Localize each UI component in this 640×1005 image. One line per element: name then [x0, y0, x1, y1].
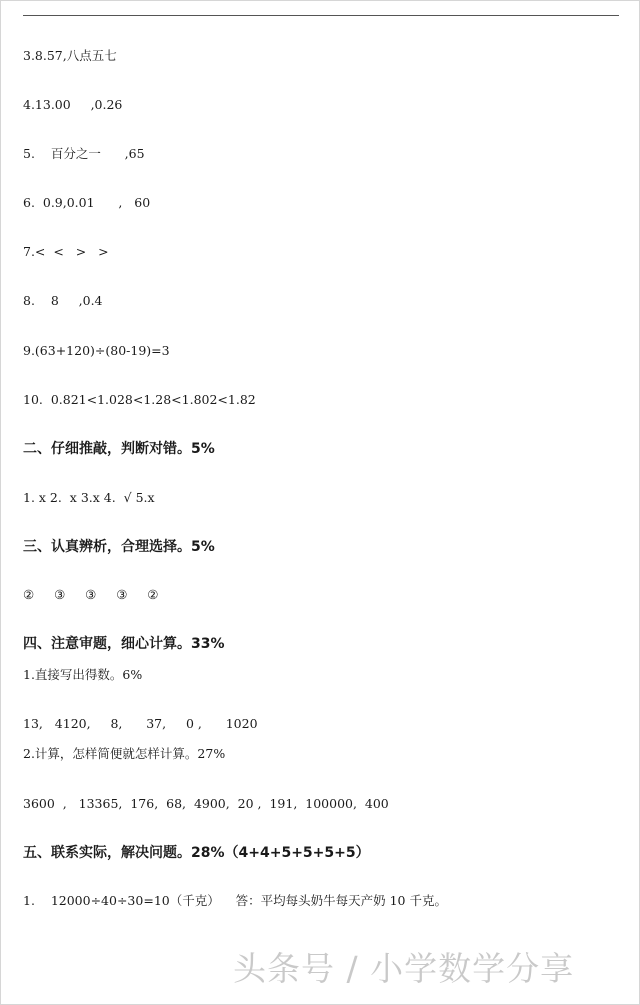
- section-4-heading: 四、注意审题，细心计算。33%: [23, 636, 225, 652]
- answer-line-4: 4.13.00 ,0.26: [23, 97, 123, 112]
- answer-line-8: 8. 8 ,0.4: [23, 293, 103, 308]
- answer-line-6: 6. 0.9,0.01 , 60: [23, 195, 151, 210]
- section-5-answer-1: 1. 12000÷40÷30=10（千克） 答：平均每头奶牛每天产奶 10 千克。: [23, 893, 447, 908]
- section-2-heading: 二、仔细推敲，判断对错。5%: [23, 441, 215, 457]
- answer-line-10: 10. 0.821<1.028<1.28<1.802<1.82: [23, 392, 256, 407]
- answer-line-9: 9.(63+120)÷(80-19)=3: [23, 343, 170, 358]
- section-3-heading: 三、认真辨析，合理选择。5%: [23, 539, 215, 555]
- section-4-sub1-title: 1.直接写出得数。6%: [23, 667, 143, 682]
- answer-line-7: 7.< < > >: [23, 244, 109, 259]
- watermark: 头条号 / 小学数学分享: [233, 949, 575, 988]
- section-4-sub1-answers: 13, 4120, 8, 37, 0 , 1020: [23, 716, 258, 731]
- answer-line-5: 5. 百分之一 ,65: [23, 146, 145, 161]
- answer-line-3: 3.8.57,八点五七: [23, 48, 117, 63]
- top-rule: [23, 15, 619, 16]
- section-4-sub2-answers: 3600 , 13365, 176, 68, 4900, 20 , 191, 100000, 400: [23, 796, 389, 811]
- section-5-heading: 五、联系实际，解决问题。28%（4+4+5+5+5+5）: [23, 845, 370, 861]
- section-4-sub2-title: 2.计算，怎样简便就怎样计算。27%: [23, 746, 226, 761]
- section-3-answers: ② ③ ③ ③ ②: [23, 587, 159, 602]
- section-2-answers: 1. x 2. x 3.x 4. √ 5.x: [23, 490, 155, 505]
